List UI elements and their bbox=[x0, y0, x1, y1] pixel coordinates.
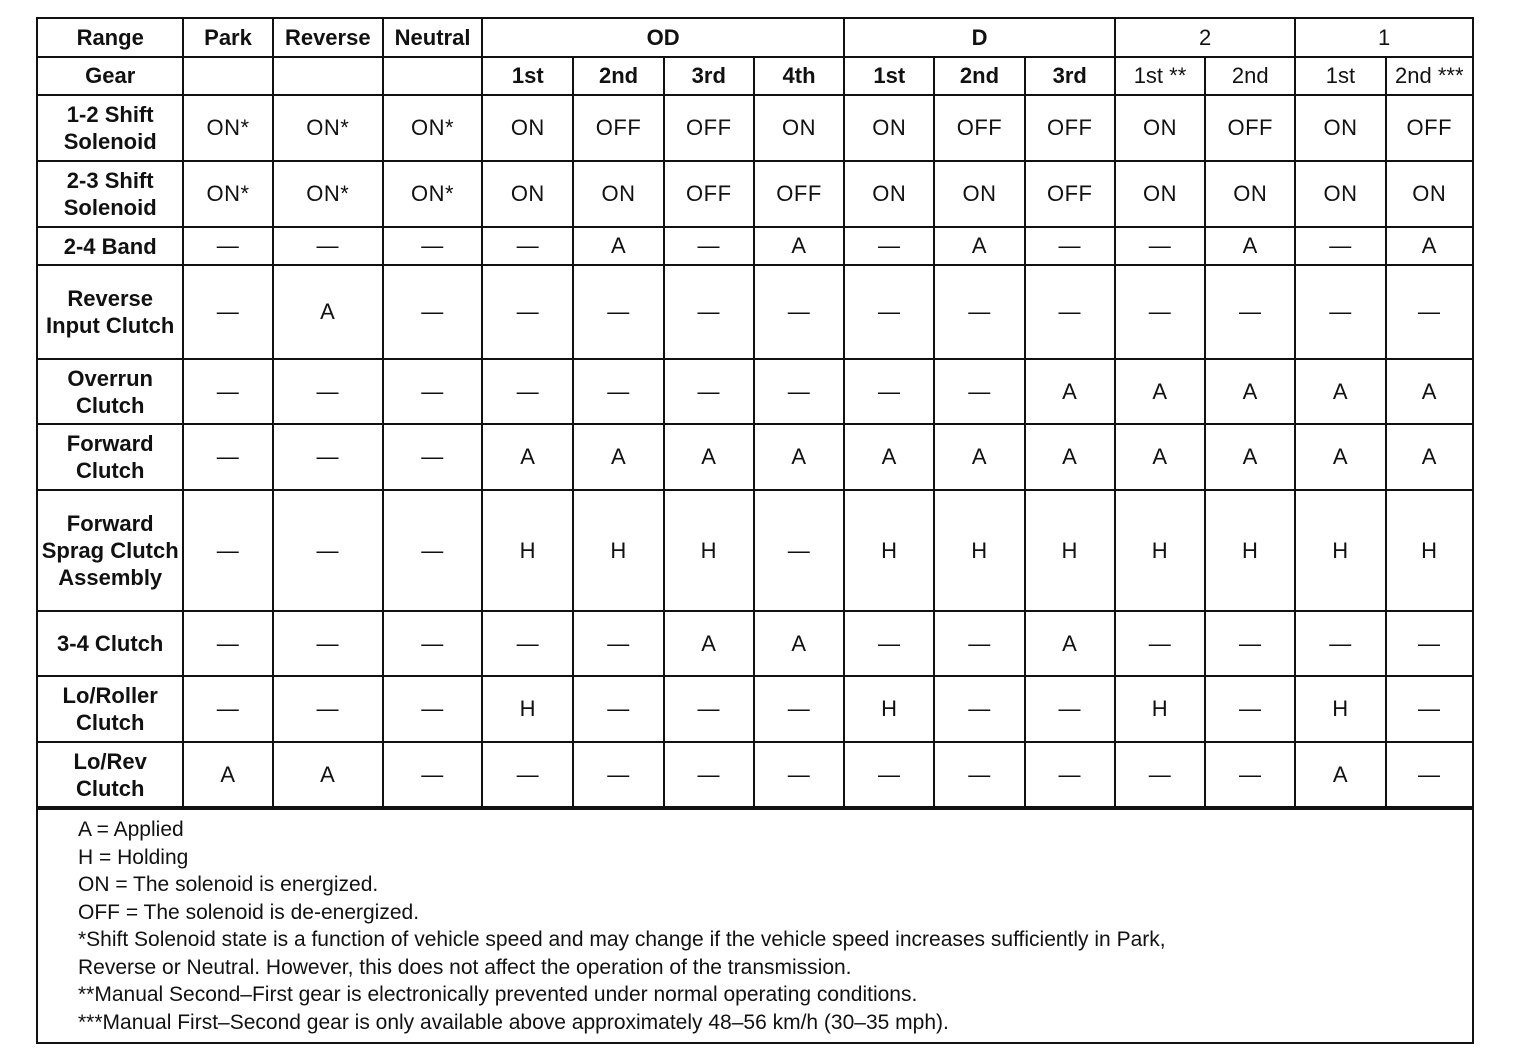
table-cell: ON bbox=[1115, 161, 1205, 227]
table-cell: ON bbox=[482, 95, 573, 161]
table-cell: — bbox=[383, 676, 482, 742]
shift-table bbox=[38, 19, 1472, 808]
table-cell: A bbox=[1205, 227, 1295, 265]
gear-2-1st: 1st ** bbox=[1115, 57, 1205, 95]
table-cell: H bbox=[664, 490, 754, 611]
gear-od-4th: 4th bbox=[754, 57, 844, 95]
table-cell: A bbox=[754, 611, 844, 676]
table-row bbox=[38, 359, 1472, 424]
table-cell: A bbox=[482, 424, 573, 490]
table-row bbox=[38, 95, 1472, 161]
table-cell: H bbox=[573, 490, 663, 611]
table-cell: — bbox=[844, 742, 934, 807]
table-cell: — bbox=[1295, 227, 1385, 265]
table-cell: — bbox=[383, 490, 482, 611]
range-header-row bbox=[38, 19, 1472, 57]
table-cell: OFF bbox=[1205, 95, 1295, 161]
table-cell: OFF bbox=[1025, 95, 1115, 161]
legend-line: OFF = The solenoid is de-energized. bbox=[78, 900, 420, 924]
table-cell: — bbox=[1115, 265, 1205, 359]
table-cell: H bbox=[1295, 676, 1385, 742]
table-cell: A bbox=[183, 742, 272, 807]
table-cell: H bbox=[1386, 490, 1472, 611]
table-cell: — bbox=[754, 742, 844, 807]
table-cell: A bbox=[1295, 742, 1385, 807]
table-cell: — bbox=[664, 359, 754, 424]
table-cell: A bbox=[754, 424, 844, 490]
row-label: Lo/Rev Clutch bbox=[38, 742, 183, 807]
table-cell: ON* bbox=[383, 95, 482, 161]
table-cell: — bbox=[934, 676, 1024, 742]
gear-1-1st: 1st bbox=[1295, 57, 1385, 95]
table-cell: — bbox=[383, 359, 482, 424]
table-cell: A bbox=[664, 424, 754, 490]
table-cell: — bbox=[1386, 676, 1472, 742]
gear-park-empty bbox=[183, 57, 272, 95]
table-cell: — bbox=[934, 359, 1024, 424]
table-cell: ON bbox=[573, 161, 663, 227]
table-cell: A bbox=[1115, 359, 1205, 424]
range-2: 2 bbox=[1115, 19, 1295, 57]
table-cell: H bbox=[844, 676, 934, 742]
table-cell: — bbox=[273, 227, 383, 265]
table-row bbox=[38, 611, 1472, 676]
table-cell: — bbox=[664, 676, 754, 742]
table-cell: OFF bbox=[664, 95, 754, 161]
table-cell: ON bbox=[844, 161, 934, 227]
table-cell: — bbox=[183, 265, 272, 359]
table-cell: — bbox=[573, 676, 663, 742]
table-cell: — bbox=[482, 742, 573, 807]
table-cell: ON* bbox=[183, 95, 272, 161]
table-cell: A bbox=[1205, 359, 1295, 424]
range-d: D bbox=[844, 19, 1115, 57]
gear-header-label: Gear bbox=[38, 57, 183, 95]
gear-d-3rd: 3rd bbox=[1025, 57, 1115, 95]
table-cell: A bbox=[273, 265, 383, 359]
table-cell: — bbox=[183, 611, 272, 676]
table-cell: A bbox=[1025, 359, 1115, 424]
legend-line: ON = The solenoid is energized. bbox=[78, 873, 379, 896]
table-cell: — bbox=[844, 359, 934, 424]
table-cell: — bbox=[482, 227, 573, 265]
table-cell: ON bbox=[754, 95, 844, 161]
table-cell: — bbox=[754, 265, 844, 359]
legend bbox=[38, 808, 1472, 1042]
table-cell: — bbox=[844, 265, 934, 359]
table-cell: — bbox=[1205, 676, 1295, 742]
table-cell: — bbox=[273, 676, 383, 742]
table-row bbox=[38, 490, 1472, 611]
table-cell: ON bbox=[1386, 161, 1472, 227]
table-cell: — bbox=[383, 611, 482, 676]
table-cell: ON bbox=[482, 161, 573, 227]
table-cell: H bbox=[844, 490, 934, 611]
table-cell: A bbox=[1386, 359, 1472, 424]
table-cell: — bbox=[383, 424, 482, 490]
row-label: Forward Sprag Clutch Assembly bbox=[38, 490, 183, 611]
table-cell: A bbox=[1115, 424, 1205, 490]
table-cell: — bbox=[482, 265, 573, 359]
table-cell: — bbox=[1386, 742, 1472, 807]
gear-d-2nd: 2nd bbox=[934, 57, 1024, 95]
table-cell: — bbox=[273, 424, 383, 490]
table-cell: — bbox=[754, 359, 844, 424]
table-cell: — bbox=[664, 265, 754, 359]
table-cell: — bbox=[1025, 265, 1115, 359]
table-cell: A bbox=[1025, 424, 1115, 490]
row-label: 2-4 Band bbox=[38, 227, 183, 265]
range-reverse: Reverse bbox=[273, 19, 383, 57]
table-cell: ON bbox=[1295, 95, 1385, 161]
table-cell: — bbox=[1295, 611, 1385, 676]
table-row bbox=[38, 265, 1472, 359]
table-cell: OFF bbox=[1386, 95, 1472, 161]
row-label: Lo/Roller Clutch bbox=[38, 676, 183, 742]
table-cell: OFF bbox=[934, 95, 1024, 161]
table-cell: A bbox=[1205, 424, 1295, 490]
table-cell: ON* bbox=[273, 95, 383, 161]
table-cell: — bbox=[183, 424, 272, 490]
gear-1-2nd: 2nd *** bbox=[1386, 57, 1472, 95]
table-row bbox=[38, 424, 1472, 490]
gear-od-3rd: 3rd bbox=[664, 57, 754, 95]
table-cell: H bbox=[1205, 490, 1295, 611]
table-cell: — bbox=[482, 359, 573, 424]
table-cell: OFF bbox=[573, 95, 663, 161]
table-cell: — bbox=[183, 227, 272, 265]
table-cell: H bbox=[1115, 490, 1205, 611]
table-row bbox=[38, 676, 1472, 742]
table-cell: A bbox=[1295, 424, 1385, 490]
table-cell: — bbox=[573, 359, 663, 424]
table-cell: — bbox=[183, 359, 272, 424]
table-cell: H bbox=[482, 490, 573, 611]
table-cell: OFF bbox=[754, 161, 844, 227]
table-cell: ON bbox=[934, 161, 1024, 227]
table-cell: ON* bbox=[273, 161, 383, 227]
table-cell: — bbox=[273, 359, 383, 424]
row-label: Reverse Input Clutch bbox=[38, 265, 183, 359]
table-cell: — bbox=[383, 265, 482, 359]
table-cell: — bbox=[1386, 611, 1472, 676]
table-row bbox=[38, 161, 1472, 227]
table-cell: — bbox=[183, 676, 272, 742]
table-cell: ON* bbox=[383, 161, 482, 227]
table-cell: A bbox=[273, 742, 383, 807]
shift-chart bbox=[36, 17, 1474, 1044]
table-cell: — bbox=[664, 227, 754, 265]
gear-od-1st: 1st bbox=[482, 57, 573, 95]
legend-line: H = Holding bbox=[78, 845, 189, 869]
range-od: OD bbox=[482, 19, 844, 57]
table-cell: A bbox=[934, 424, 1024, 490]
table-cell: H bbox=[1295, 490, 1385, 611]
legend-line: *Shift Solenoid state is a function of vehicle speed and may change if the vehicle speed increases sufficiently in Park, bbox=[78, 928, 1166, 951]
table-cell: — bbox=[573, 611, 663, 676]
table-cell: — bbox=[844, 611, 934, 676]
table-cell: ON* bbox=[183, 161, 272, 227]
table-cell: A bbox=[844, 424, 934, 490]
table-cell: A bbox=[1386, 227, 1472, 265]
gear-od-2nd: 2nd bbox=[573, 57, 663, 95]
table-cell: — bbox=[934, 265, 1024, 359]
gear-header-row bbox=[38, 57, 1472, 95]
range-1: 1 bbox=[1295, 19, 1472, 57]
table-cell: — bbox=[934, 742, 1024, 807]
table-cell: — bbox=[1115, 742, 1205, 807]
table-cell: — bbox=[844, 227, 934, 265]
gear-d-1st: 1st bbox=[844, 57, 934, 95]
row-label: Forward Clutch bbox=[38, 424, 183, 490]
table-cell: — bbox=[754, 676, 844, 742]
table-cell: — bbox=[383, 742, 482, 807]
table-cell: — bbox=[1205, 265, 1295, 359]
legend-line: ***Manual First–Second gear is only available above approximately 48–56 km/h (30–35 mph). bbox=[78, 1010, 949, 1034]
table-cell: — bbox=[273, 611, 383, 676]
gear-reverse-empty bbox=[273, 57, 383, 95]
gear-neutral-empty bbox=[383, 57, 482, 95]
table-cell: A bbox=[573, 227, 663, 265]
row-label: 2-3 Shift Solenoid bbox=[38, 161, 183, 227]
table-cell: H bbox=[934, 490, 1024, 611]
table-cell: ON bbox=[1295, 161, 1385, 227]
table-cell: A bbox=[664, 611, 754, 676]
table-cell: A bbox=[754, 227, 844, 265]
table-cell: — bbox=[482, 611, 573, 676]
table-cell: — bbox=[1205, 611, 1295, 676]
table-cell: — bbox=[273, 490, 383, 611]
row-label: Overrun Clutch bbox=[38, 359, 183, 424]
table-row bbox=[38, 742, 1472, 807]
table-cell: ON bbox=[844, 95, 934, 161]
table-cell: — bbox=[934, 611, 1024, 676]
legend-line: **Manual Second–First gear is electronically prevented under normal operating conditions. bbox=[78, 983, 918, 1006]
table-cell: — bbox=[573, 265, 663, 359]
row-label: 3-4 Clutch bbox=[38, 611, 183, 676]
table-cell: H bbox=[1025, 490, 1115, 611]
table-cell: H bbox=[482, 676, 573, 742]
table-cell: — bbox=[573, 742, 663, 807]
table-cell: — bbox=[1115, 611, 1205, 676]
table-cell: A bbox=[573, 424, 663, 490]
table-cell: H bbox=[1115, 676, 1205, 742]
legend-line: Reverse or Neutral. However, this does not affect the operation of the transmission. bbox=[78, 955, 852, 979]
range-park: Park bbox=[183, 19, 272, 57]
table-cell: A bbox=[1025, 611, 1115, 676]
table-cell: — bbox=[1025, 676, 1115, 742]
table-cell: — bbox=[1025, 227, 1115, 265]
table-cell: — bbox=[1386, 265, 1472, 359]
table-row bbox=[38, 227, 1472, 265]
table-cell: — bbox=[1205, 742, 1295, 807]
table-cell: ON bbox=[1205, 161, 1295, 227]
table-cell: — bbox=[664, 742, 754, 807]
table-cell: — bbox=[754, 490, 844, 611]
table-cell: OFF bbox=[664, 161, 754, 227]
table-cell: ON bbox=[1115, 95, 1205, 161]
table-cell: — bbox=[1115, 227, 1205, 265]
table-cell: — bbox=[183, 490, 272, 611]
range-neutral: Neutral bbox=[383, 19, 482, 57]
table-cell: A bbox=[934, 227, 1024, 265]
table-cell: A bbox=[1295, 359, 1385, 424]
table-cell: — bbox=[383, 227, 482, 265]
gear-2-2nd: 2nd bbox=[1205, 57, 1295, 95]
range-header-label: Range bbox=[38, 19, 183, 57]
row-label: 1-2 Shift Solenoid bbox=[38, 95, 183, 161]
table-cell: — bbox=[1025, 742, 1115, 807]
legend-line: A = Applied bbox=[78, 818, 184, 841]
table-cell: — bbox=[1295, 265, 1385, 359]
table-cell: A bbox=[1386, 424, 1472, 490]
table-cell: OFF bbox=[1025, 161, 1115, 227]
